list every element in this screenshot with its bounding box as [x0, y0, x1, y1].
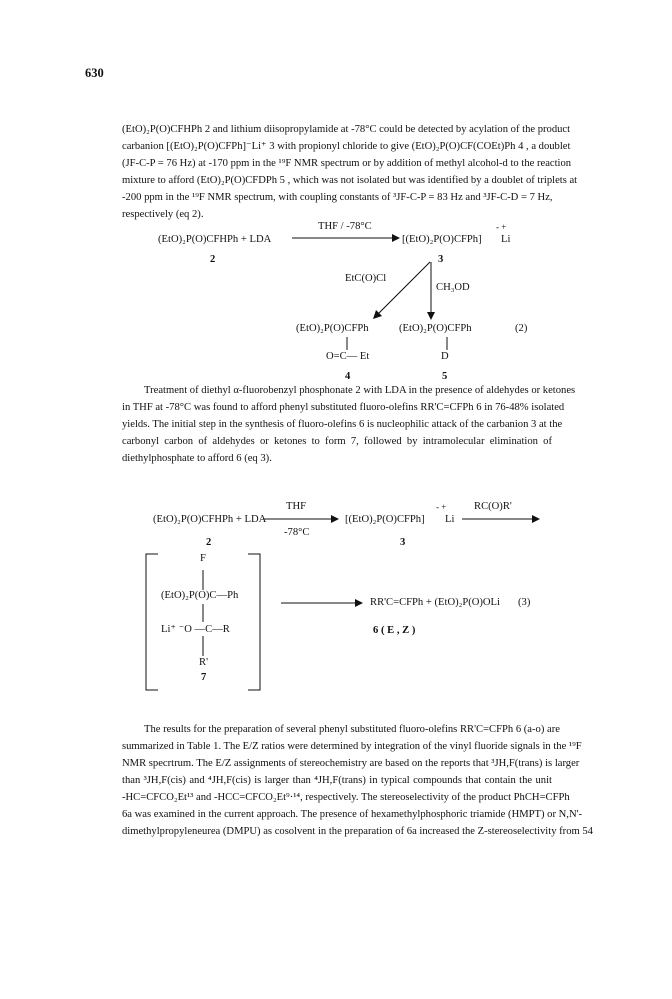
eq2-product-4: (EtO)₂P(O)CFPh: [296, 323, 369, 334]
eq2-number-4: 4: [345, 371, 351, 382]
eq2-bond: [445, 337, 449, 351]
eq2-carbanion: [(EtO)₂P(O)CFPh]: [402, 234, 482, 245]
eq3-elimination-arrow: [281, 597, 367, 609]
eq2-product-4-acyl: O=C— Et: [326, 351, 370, 362]
eq3-intermediate-brackets: [144, 552, 264, 692]
eq2-reactant: (EtO)₂P(O)CFHPh + LDA: [158, 234, 272, 245]
eq2-label: (2): [515, 323, 528, 334]
eq3-intermediate-fluorine: F: [200, 553, 206, 564]
eq2-reaction-arrow: [292, 232, 402, 244]
eq2-conditions: THF / -78°C: [318, 221, 372, 232]
eq3-reagent-arrow: [462, 513, 542, 525]
text-line: (JF-C-P = 76 Hz) at -170 ppm in the ¹⁹F NMR spectrum or by addition of methyl alcohol-d to the reaction: [122, 158, 572, 169]
eq2-product-5: (EtO)₂P(O)CFPh: [399, 323, 472, 334]
text-line: than ³JH,F(cis) and ⁴JH,F(cis) is larger than ⁴JH,F(trans) in typical compounds that contain the unit: [122, 775, 552, 786]
eq3-intermediate-r-prime: R': [199, 657, 208, 668]
text-line: (EtO)₂P(O)CFHPh 2 and lithium diisopropylamide at -78°C could be detected by acylation of the product: [122, 124, 571, 135]
eq2-reactant-number: 2: [210, 254, 216, 265]
text-line: carbanion [(EtO)₂P(O)CFPh]⁻Li⁺ 3 with propionyl chloride to give (EtO)₂P(O)CF(COEt)Ph 4 , a doublet: [122, 141, 571, 152]
eq3-reagent-carbonyl: RC(O)R': [474, 501, 512, 512]
text-line: -HC=CFCO₂Et¹³ and -HCC=CFCO₂Et⁹·¹⁴, respectively. The stereoselectivity of the product PhCH=CFPh: [122, 792, 570, 803]
eq3-carbanion-number: 3: [400, 537, 406, 548]
eq3-reaction-arrow: [263, 513, 341, 525]
eq3-intermediate-alkoxide: Li⁺ ⁻O —C—R: [161, 624, 230, 635]
text-line: carbonyl carbon of aldehydes or ketones to form 7, followed by intramolecular elimination of: [122, 436, 552, 447]
eq3-carbanion: [(EtO)₂P(O)CFPh]: [345, 514, 425, 525]
page-number: 630: [85, 66, 104, 80]
eq2-product-5-deuterium: D: [441, 351, 449, 362]
eq2-arrow-deuteration: [426, 260, 436, 322]
eq3-reactant: (EtO)₂P(O)CFHPh + LDA: [153, 514, 267, 525]
text-line: in THF at -78°C was found to afford phenyl substituted fluoro-olefins RR'C=CFPh 6 in 76-48% isolated: [122, 402, 565, 413]
eq2-lithium: Li: [501, 234, 511, 245]
eq2-number-5: 5: [442, 371, 448, 382]
eq2-carbanion-number: 3: [438, 254, 444, 265]
eq3-reactant-number: 2: [206, 537, 212, 548]
eq3-label: (3): [518, 597, 531, 608]
text-line: NMR specrtrum. The E/Z assignments of stereochemistry are based on the reports that ³JH,F(trans) is larger: [122, 758, 580, 769]
eq3-products: RR'C=CFPh + (EtO)₂P(O)OLi: [370, 597, 500, 608]
text-line: dimethylpropyleneurea (DMPU) as cosolvent in the preparation of 6a increased the Z-stereoselectivity from 54: [122, 826, 593, 837]
eq2-bond: [345, 337, 349, 351]
eq2-reagent-methanol-d: CH₃OD: [436, 282, 470, 293]
paragraph-2: [122, 382, 576, 467]
text-line: 6a was examined in the current approach. The presence of hexamethylphosphoric triamide (HMPT) or N,N'-: [122, 809, 583, 820]
eq3-charges: - +: [436, 502, 447, 512]
eq3-product-number: 6 ( E , Z ): [373, 625, 416, 636]
text-line: The results for the preparation of several phenyl substituted fluoro-olefins RR'C=CFPh 6 (a-o) are: [144, 724, 560, 735]
paragraph-3: [122, 721, 593, 840]
eq2-reagent-propionyl-chloride: EtC(O)Cl: [345, 273, 387, 284]
text-line: yields. The initial step in the synthesis of fluoro-olefins 6 is nucleophilic attack of the carbanion 3 at the: [122, 419, 563, 430]
eq3-lithium: Li: [445, 514, 455, 525]
text-line: Treatment of diethyl α-fluorobenzyl phosphonate 2 with LDA in the presence of aldehydes or ketones: [144, 385, 576, 396]
eq3-condition-solvent: THF: [286, 501, 307, 512]
text-line: -200 ppm in the ¹⁹F NMR spectrum, with coupling constants of ³JF-C-P = 83 Hz and ³JF-C-D = 7 Hz,: [122, 192, 553, 203]
eq3-intermediate-number: 7: [201, 672, 207, 683]
text-line: diethylphosphate to afford 6 (eq 3).: [122, 453, 272, 464]
eq3-condition-temperature: -78°C: [284, 527, 310, 538]
text-line: mixture to afford (EtO)₂P(O)CFDPh 5 , which was not isolated but was identified by a doublet of triplets at: [122, 175, 578, 186]
eq3-intermediate-phosphonate: (EtO)₂P(O)C—Ph: [161, 590, 239, 601]
eq2-charges: - +: [496, 222, 507, 232]
text-line: summarized in Table 1. The E/Z ratios were determined by integration of the vinyl fluoride signals in the ¹⁹F: [122, 741, 582, 752]
paragraph-1: [122, 121, 578, 223]
text-line: respectively (eq 2).: [122, 209, 204, 220]
